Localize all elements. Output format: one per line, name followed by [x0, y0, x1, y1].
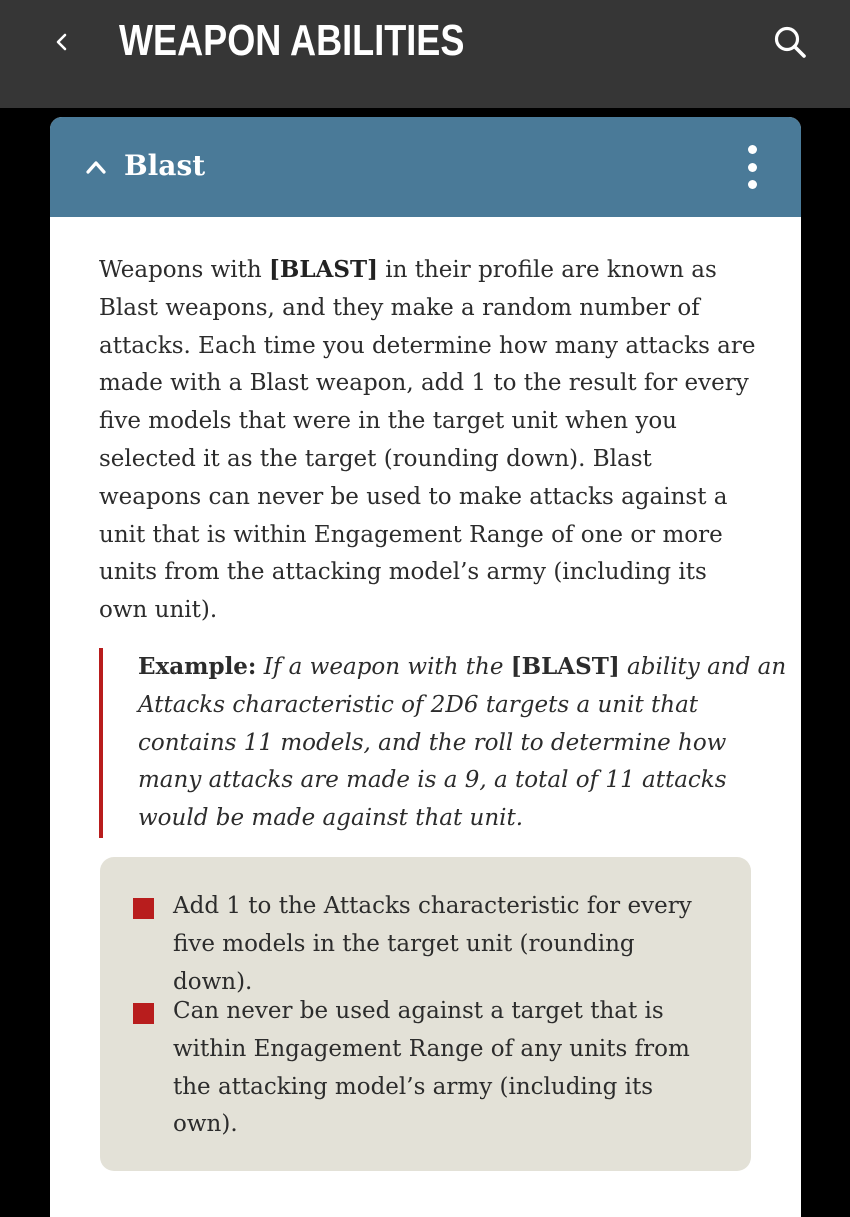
chevron-left-icon	[52, 30, 72, 54]
keyword-blast: [BLAST]	[269, 256, 378, 283]
chevron-up-icon	[84, 155, 108, 179]
ability-card	[50, 117, 801, 1217]
summary-box	[100, 857, 751, 1171]
summary-bullet: Add 1 to the Attacks characteristic for every five models in the target unit (rounding down).	[133, 888, 709, 1001]
ability-description: Weapons with [BLAST] in their profile are known as Blast weapons, and they make a random number of attacks. Each time you determine how many attacks are made with a Blast weapon, add 1 to the result for every five models that were in the target unit when you selected it as the target (rounding down). Blast weapons can never be used to make attacks against a unit that is within Engagement Range of one or more units from the attacking model’s army (including its own unit).	[99, 256, 756, 624]
keyword-blast-example: [BLAST]	[510, 653, 620, 680]
section-title: Blast	[124, 149, 206, 182]
section-header-blast[interactable]	[50, 117, 801, 217]
back-button[interactable]	[40, 18, 84, 66]
square-bullet-icon	[133, 898, 154, 919]
summary-bullet: Can never be used against a target that is within Engagement Range of any units from the attacking model’s army (including its own).	[133, 993, 709, 1144]
search-button[interactable]	[766, 18, 816, 68]
example-label: Example:	[138, 653, 257, 680]
more-vertical-icon	[748, 145, 757, 154]
page-title: WEAPON ABILITIES	[119, 16, 465, 65]
square-bullet-icon	[133, 1003, 154, 1024]
example-callout: Example: If a weapon with the [BLAST] ability and an Attacks characteristic of 2D6 targets a unit that contains 11 models, and the roll to determine how many attacks are made is a 9, a total of 11 attacks would be made against that unit.	[99, 648, 788, 838]
more-options-button[interactable]	[738, 145, 766, 189]
search-icon	[771, 23, 811, 63]
top-app-bar	[0, 0, 850, 108]
